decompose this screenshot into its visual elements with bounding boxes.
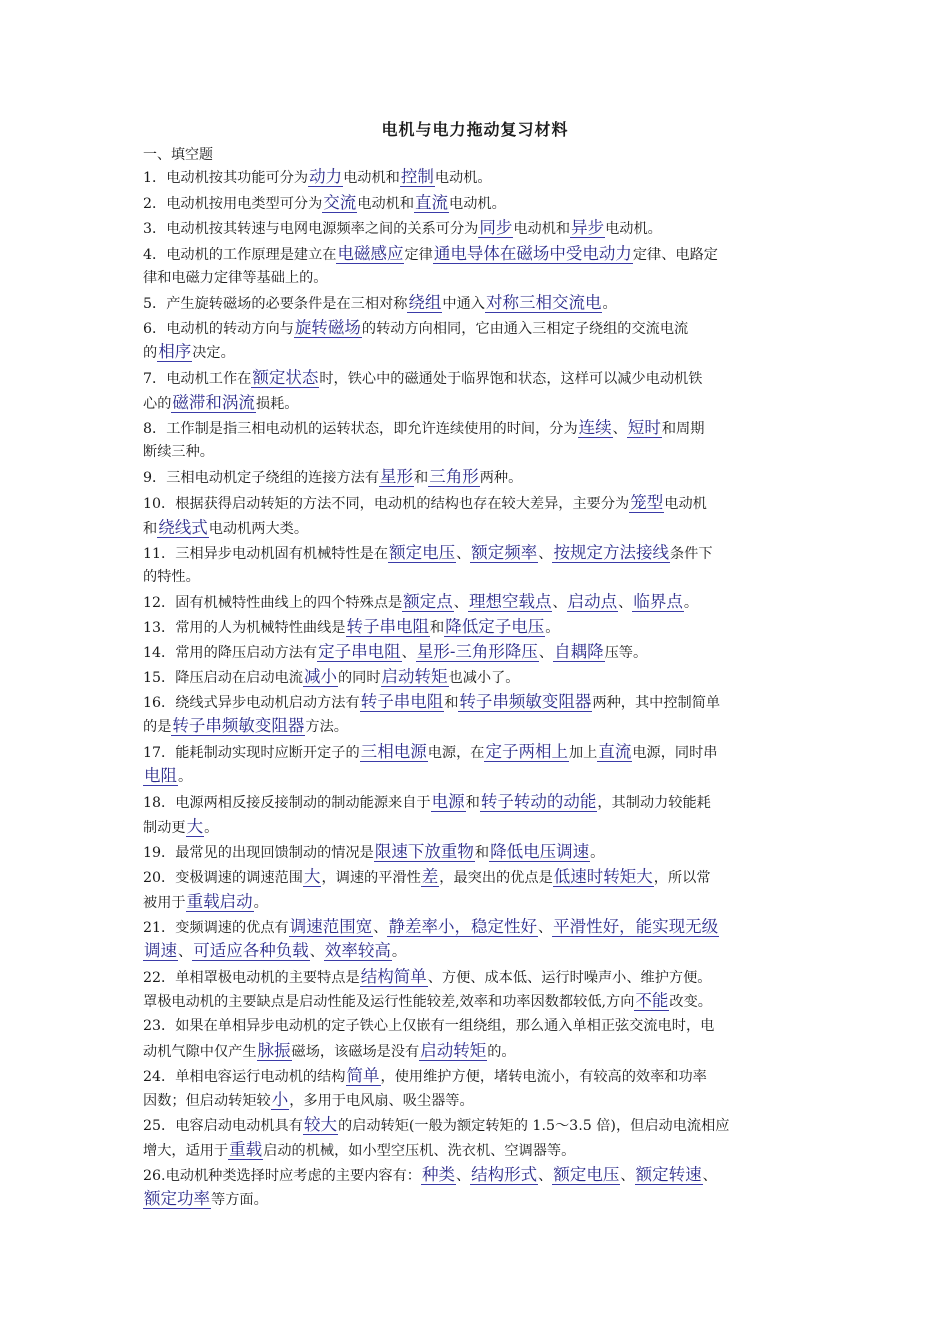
text-line bbox=[143, 368, 813, 389]
printed-text: 和 bbox=[465, 795, 480, 811]
text-line bbox=[143, 867, 813, 888]
printed-text: 16．绕线式异步电动机启动方法有 bbox=[143, 695, 360, 711]
text-line bbox=[143, 692, 813, 713]
handwritten-answer: 相序 bbox=[158, 342, 192, 361]
text-line bbox=[143, 1066, 813, 1087]
printed-text: 、 bbox=[309, 944, 324, 960]
printed-text: 启动的机械，如小型空压机、洗衣机、空调器等。 bbox=[263, 1143, 576, 1159]
printed-text: 7．电动机工作在 bbox=[143, 371, 252, 387]
printed-text: 等方面。 bbox=[211, 1192, 268, 1208]
handwritten-answer: 电磁感应 bbox=[337, 244, 404, 263]
printed-text: 、 bbox=[552, 595, 567, 611]
printed-text: 。 bbox=[391, 944, 407, 960]
handwritten-answer: 转子串频敏变阻器 bbox=[172, 716, 305, 735]
printed-text: 、 bbox=[538, 546, 553, 562]
printed-text: 、 bbox=[538, 645, 554, 661]
handwritten-answer: 交流 bbox=[323, 193, 357, 212]
printed-text: 断续三种。 bbox=[143, 444, 214, 460]
text-line bbox=[143, 1115, 813, 1136]
handwritten-answer: 短时 bbox=[627, 418, 661, 437]
handwritten-answer: 调速 bbox=[144, 941, 177, 960]
handwritten-answer: 转子串电阻 bbox=[346, 617, 429, 636]
text-line bbox=[143, 268, 813, 288]
handwritten-answer: 额定状态 bbox=[252, 368, 319, 387]
printed-text: 1．电动机按其功能可分为 bbox=[143, 170, 309, 186]
text-line bbox=[143, 442, 813, 462]
handwritten-answer: 定子两相上 bbox=[485, 742, 568, 761]
printed-text: 15．降压启动在启动电流 bbox=[143, 670, 303, 686]
printed-text: 电动机 bbox=[664, 496, 707, 512]
handwritten-answer: 转子串频敏变阻器 bbox=[459, 692, 592, 711]
printed-text: 决定。 bbox=[192, 345, 235, 361]
printed-text: 9．三相电动机定子绕组的连接方法有 bbox=[143, 470, 380, 486]
handwritten-answer: 重载启动 bbox=[186, 892, 253, 911]
handwritten-answer: 重载 bbox=[229, 1140, 263, 1159]
text-line bbox=[143, 716, 813, 737]
printed-text: 13．常用的人为机械特性曲线是 bbox=[143, 620, 346, 636]
printed-text: 23．如果在单相异步电动机的定子铁心上仅嵌有一组绕组，那么通入单相正弦交流电时，电 bbox=[143, 1018, 715, 1034]
handwritten-answer: 动力 bbox=[309, 167, 343, 186]
printed-text: 和 bbox=[444, 695, 459, 711]
text-line bbox=[143, 218, 813, 239]
printed-text: 11．三相异步电动机固有机械特性是在 bbox=[143, 546, 389, 562]
printed-text: 26.电动机种类选择时应考虑的主要内容有： bbox=[143, 1168, 421, 1184]
text-line bbox=[143, 1189, 813, 1210]
text-line bbox=[143, 318, 813, 339]
handwritten-answer: 星形 bbox=[380, 467, 414, 486]
text-line bbox=[143, 393, 813, 414]
printed-text: 22．单相罩极电动机的主要特点是 bbox=[143, 970, 360, 986]
handwritten-answer: 大 bbox=[186, 817, 204, 836]
handwritten-answer: 旋转磁场 bbox=[294, 318, 361, 337]
printed-text: 制动更 bbox=[143, 820, 186, 836]
printed-text: 21．变频调速的优点有 bbox=[143, 920, 289, 936]
printed-text: 律和电磁力定律等基础上的。 bbox=[143, 270, 328, 286]
handwritten-answer: 三相电源 bbox=[360, 742, 427, 761]
printed-text: 、 bbox=[612, 421, 627, 437]
handwritten-answer: 静差率小，稳定性好 bbox=[388, 917, 537, 936]
printed-text: ，多用于电风扇、吸尘器等。 bbox=[289, 1093, 474, 1109]
handwritten-answer: 平滑性好，能实现无级 bbox=[553, 917, 719, 936]
handwritten-answer: 较大 bbox=[303, 1115, 337, 1134]
handwritten-answer: 额定频率 bbox=[471, 543, 538, 562]
printed-text: 。 bbox=[683, 595, 699, 611]
handwritten-answer: 降低定子电压 bbox=[445, 617, 545, 636]
text-line bbox=[143, 667, 813, 688]
printed-text: 。 bbox=[178, 769, 193, 785]
printed-text: 的是 bbox=[143, 719, 172, 735]
printed-text: 8．工作制是指三相电动机的运转状态，即允许连续使用的时间，分为 bbox=[143, 421, 578, 437]
handwritten-answer: 额定电压 bbox=[389, 543, 456, 562]
printed-text: 6．电动机的转动方向与 bbox=[143, 321, 294, 337]
text-line bbox=[143, 1041, 813, 1062]
text-line bbox=[143, 543, 813, 564]
printed-text: 和 bbox=[430, 620, 445, 636]
handwritten-answer: 不能 bbox=[635, 991, 669, 1010]
printed-text: 、 bbox=[453, 595, 468, 611]
handwritten-answer: 降低电压调速 bbox=[490, 842, 590, 861]
printed-text: 电动机和 bbox=[357, 196, 415, 212]
printed-text: 24．单相电容运行电动机的结构 bbox=[143, 1069, 346, 1085]
printed-text: 。 bbox=[602, 296, 617, 312]
handwritten-answer: 通电导体在磁场中受电动力 bbox=[433, 244, 632, 263]
text-line bbox=[143, 493, 813, 514]
handwritten-answer: 种类 bbox=[421, 1165, 455, 1184]
printed-text: 中通入 bbox=[442, 296, 485, 312]
handwritten-answer: 转子转动的动能 bbox=[480, 792, 597, 811]
printed-text: 5．产生旋转磁场的必要条件是在三相对称 bbox=[143, 296, 408, 312]
printed-text: 的。 bbox=[487, 1044, 516, 1060]
printed-text: 4．电动机的工作原理是建立在 bbox=[143, 247, 337, 263]
printed-text: 14．常用的降压启动方法有 bbox=[143, 645, 318, 661]
printed-text: 、 bbox=[401, 645, 416, 661]
document-title: 电机与电力拖动复习材料 bbox=[381, 120, 569, 139]
printed-text: 改变。 bbox=[669, 994, 712, 1010]
printed-text: 25．电容启动电动机具有 bbox=[143, 1118, 303, 1134]
text-line bbox=[143, 941, 813, 962]
handwritten-answer: 临界点 bbox=[633, 592, 683, 611]
text-line bbox=[143, 792, 813, 813]
printed-text: ，所以常 bbox=[653, 870, 711, 886]
handwritten-answer: 结构简单 bbox=[360, 967, 427, 986]
printed-text: 的特性。 bbox=[143, 569, 200, 585]
printed-text: 因数；但启动转矩较 bbox=[143, 1093, 271, 1109]
text-line bbox=[143, 244, 813, 265]
handwritten-answer: 效率较高 bbox=[324, 941, 391, 960]
handwritten-answer: 调速范围宽 bbox=[289, 917, 373, 936]
handwritten-answer: 减小 bbox=[303, 667, 337, 686]
handwritten-answer: 额定功率 bbox=[144, 1189, 210, 1208]
handwritten-answer: 简单 bbox=[346, 1066, 380, 1085]
printed-text: 17．能耗制动实现时应断开定子的 bbox=[143, 745, 360, 761]
printed-text: 、 bbox=[178, 944, 193, 960]
printed-text: 和 bbox=[143, 521, 158, 537]
printed-text: 的同时 bbox=[337, 670, 381, 686]
printed-text: 、方便、成本低、运行时噪声小、维护方便。 bbox=[427, 970, 712, 986]
printed-text: 磁场，该磁场是没有 bbox=[291, 1044, 420, 1060]
printed-text: 两种，其中控制简单 bbox=[592, 695, 721, 711]
text-line bbox=[143, 193, 813, 214]
printed-text: 心的 bbox=[143, 396, 172, 412]
text-line bbox=[143, 991, 813, 1012]
handwritten-answer: 星形-三角形降压 bbox=[416, 642, 538, 661]
handwritten-answer: 自耦降 bbox=[554, 642, 604, 661]
handwritten-answer: 磁滞和涡流 bbox=[172, 393, 255, 412]
handwritten-answer: 直流 bbox=[415, 193, 449, 212]
printed-text: 定律、电路定 bbox=[632, 247, 718, 263]
handwritten-answer: 理想空载点 bbox=[468, 592, 552, 611]
handwritten-answer: 异步 bbox=[571, 218, 605, 237]
text-line bbox=[143, 1140, 813, 1161]
text-line bbox=[143, 1090, 813, 1111]
printed-text: 电动机。 bbox=[449, 196, 506, 212]
handwritten-answer: 大 bbox=[303, 867, 321, 886]
printed-text: 两种。 bbox=[479, 470, 523, 486]
printed-text: 2．电动机按用电类型可分为 bbox=[143, 196, 323, 212]
printed-text: 、 bbox=[702, 1168, 717, 1184]
handwritten-answer: 结构形式 bbox=[471, 1165, 538, 1184]
text-line bbox=[143, 1016, 813, 1036]
text-line bbox=[143, 518, 813, 539]
handwritten-answer: 电源 bbox=[431, 792, 465, 811]
printed-text: 。 bbox=[590, 845, 605, 861]
handwritten-answer: 启动转矩 bbox=[420, 1041, 487, 1060]
text-line bbox=[143, 342, 813, 363]
text-line bbox=[143, 967, 813, 988]
printed-text: 、 bbox=[455, 1168, 471, 1184]
handwritten-answer: 绕组 bbox=[408, 293, 442, 312]
handwritten-answer: 三角形 bbox=[429, 467, 479, 486]
printed-text: 电源，在 bbox=[427, 745, 485, 761]
printed-text: 加上 bbox=[568, 745, 598, 761]
handwritten-answer: 额定电压 bbox=[553, 1165, 620, 1184]
printed-text: 。 bbox=[545, 620, 560, 636]
printed-text: 罩极电动机的主要缺点是启动性能及运行性能较差,效率和功率因数都较低,方向 bbox=[143, 994, 635, 1010]
printed-text: 方法。 bbox=[305, 719, 348, 735]
handwritten-answer: 同步 bbox=[479, 218, 513, 237]
handwritten-answer: 按规定方法接线 bbox=[553, 543, 669, 562]
printed-text: 时，铁心中的磁通处于临界饱和状态，这样可以减少电动机铁 bbox=[319, 371, 703, 387]
printed-text: ，调速的平滑性 bbox=[321, 870, 421, 886]
printed-text: 、 bbox=[618, 595, 633, 611]
handwritten-answer: 直流 bbox=[598, 742, 632, 761]
printed-text: 的 bbox=[143, 345, 158, 361]
printed-text: 压等。 bbox=[604, 645, 648, 661]
handwritten-answer: 连续 bbox=[578, 418, 612, 437]
handwritten-answer: 额定转速 bbox=[635, 1165, 702, 1184]
text-line bbox=[143, 917, 813, 938]
printed-text: 的启动转矩(一般为额定转矩的 1.5～3.5 倍)，但启动电流相应 bbox=[337, 1118, 730, 1134]
text-line bbox=[143, 293, 813, 314]
printed-text: 。 bbox=[204, 820, 219, 836]
printed-text: 和 bbox=[474, 845, 490, 861]
handwritten-answer: 控制 bbox=[400, 167, 434, 186]
printed-text: 电源，同时串 bbox=[632, 745, 718, 761]
printed-text: 电动机。 bbox=[434, 170, 492, 186]
handwritten-answer: 小 bbox=[271, 1090, 289, 1109]
text-line bbox=[143, 467, 813, 488]
text-line bbox=[143, 617, 813, 638]
handwritten-answer: 脉振 bbox=[257, 1041, 291, 1060]
printed-text: 电动机和 bbox=[513, 221, 571, 237]
printed-text: 12．固有机械特性曲线上的四个特殊点是 bbox=[143, 595, 403, 611]
printed-text: 和 bbox=[414, 470, 429, 486]
handwritten-answer: 笼型 bbox=[630, 493, 664, 512]
text-line bbox=[143, 766, 813, 787]
text-line bbox=[143, 567, 813, 587]
printed-text: 、 bbox=[456, 546, 471, 562]
printed-text: 19．最常见的出现回馈制动的情况是 bbox=[143, 845, 374, 861]
printed-text: 条件下 bbox=[669, 546, 713, 562]
printed-text: 也减小了。 bbox=[448, 670, 520, 686]
printed-text: 、 bbox=[373, 920, 388, 936]
printed-text: 动机气隙中仅产生 bbox=[143, 1044, 257, 1060]
printed-text: 、 bbox=[620, 1168, 635, 1184]
handwritten-answer: 对称三相交流电 bbox=[485, 293, 602, 312]
printed-text: 20．变极调速的调速范围 bbox=[143, 870, 303, 886]
printed-text: ，使用维护方便，堵转电流小，有较高的效率和功率 bbox=[380, 1069, 707, 1085]
handwritten-answer: 差 bbox=[421, 867, 439, 886]
printed-text: 、 bbox=[538, 1168, 553, 1184]
printed-text: 电动机。 bbox=[605, 221, 662, 237]
printed-text: 10．根据获得启动转矩的方法不同，电动机的结构也存在较大差异，主要分为 bbox=[143, 496, 630, 512]
printed-text: 、 bbox=[537, 920, 553, 936]
text-line bbox=[143, 1165, 813, 1186]
handwritten-answer: 启动转矩 bbox=[381, 667, 448, 686]
text-line bbox=[143, 167, 813, 188]
handwritten-answer: 定子串电阻 bbox=[318, 642, 401, 661]
text-line bbox=[143, 842, 813, 863]
printed-text: 电动机两大类。 bbox=[208, 521, 309, 537]
handwritten-answer: 启动点 bbox=[567, 592, 618, 611]
printed-text: 的转动方向相同，它由通入三相定子绕组的交流电流 bbox=[361, 321, 689, 337]
handwritten-answer: 额定点 bbox=[403, 592, 453, 611]
handwritten-answer: 限速下放重物 bbox=[374, 842, 474, 861]
handwritten-answer: 绕线式 bbox=[158, 518, 208, 537]
text-line bbox=[143, 817, 813, 838]
printed-text: 电动机和 bbox=[343, 170, 400, 186]
section-heading: 一、填空题 bbox=[143, 147, 213, 163]
printed-text: ，最突出的优点是 bbox=[439, 870, 553, 886]
printed-text: ，其制动力较能耗 bbox=[597, 795, 711, 811]
handwritten-answer: 电阻 bbox=[144, 766, 177, 785]
printed-text: 增大，适用于 bbox=[143, 1143, 229, 1159]
printed-text: 和周期 bbox=[661, 421, 705, 437]
handwritten-answer: 低速时转矩大 bbox=[553, 867, 653, 886]
printed-text: 3．电动机按其转速与电网电源频率之间的关系可分为 bbox=[143, 221, 479, 237]
printed-text: 定律 bbox=[404, 247, 433, 263]
printed-text: 被用于 bbox=[143, 895, 186, 911]
printed-text: 损耗。 bbox=[255, 396, 299, 412]
printed-text: 18．电源两相反接反接制动的制动能源来自于 bbox=[143, 795, 431, 811]
handwritten-answer: 可适应各种负载 bbox=[193, 941, 309, 960]
text-line bbox=[143, 742, 813, 763]
printed-text: 。 bbox=[253, 895, 268, 911]
text-line bbox=[143, 592, 813, 613]
text-line bbox=[143, 418, 813, 439]
text-line bbox=[143, 642, 813, 663]
handwritten-answer: 转子串电阻 bbox=[360, 692, 444, 711]
text-line bbox=[143, 892, 813, 913]
